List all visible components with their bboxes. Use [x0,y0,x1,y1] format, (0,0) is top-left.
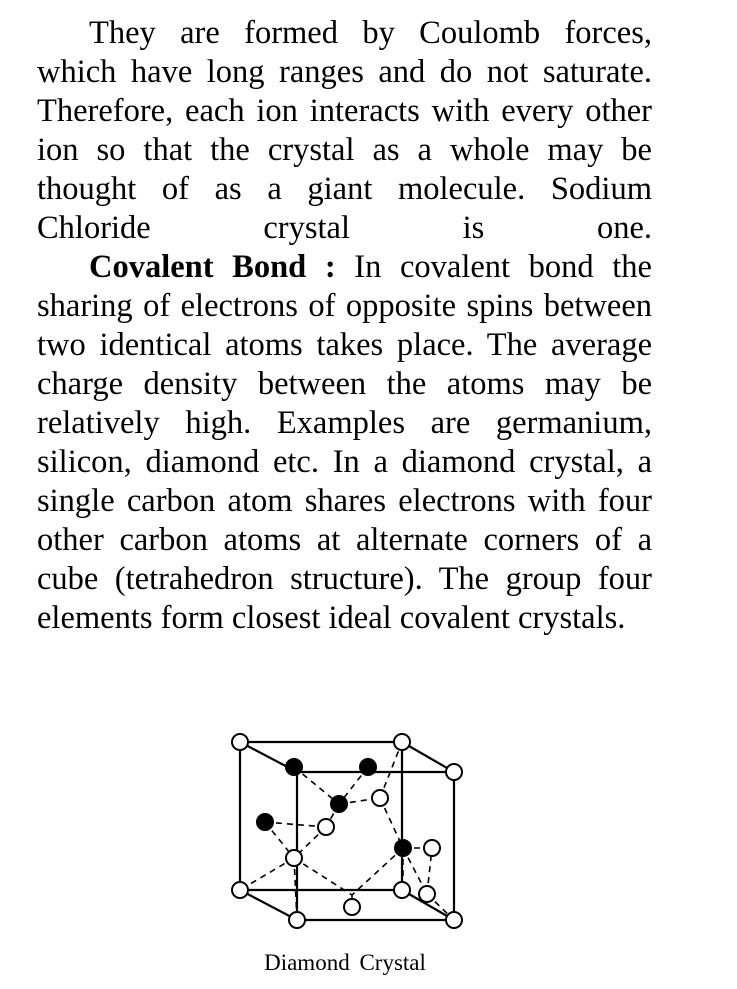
atom-open [318,819,334,835]
atom-filled [286,759,302,775]
atom-open [394,734,410,750]
atom-open [372,790,388,806]
diamond-crystal-diagram [222,720,472,935]
atom-open [232,882,248,898]
atom-open [289,912,305,928]
atom-open [424,840,440,856]
atom-open [232,734,248,750]
atom-open [446,912,462,928]
paragraph-ionic-bond [37,14,652,248]
atom-filled [360,759,376,775]
atom-open [286,850,302,866]
paragraph-ionic-text: They are formed by Coulomb forces, which have long ranges and do not saturate. Therefore, each ion interacts with every other ion so that the crystal as a whole may be thought of as a giant molecule. Sodium Chloride crystal is one. [37,15,652,246]
atom-filled [395,840,411,856]
atom-open [344,899,360,915]
paragraph-covalent-bond [37,248,652,638]
atom-open [394,882,410,898]
atom-filled [257,814,273,830]
atom-open [419,886,435,902]
covalent-bond-heading: Covalent Bond : [89,249,336,285]
document-body [37,14,652,638]
atom-open [446,764,462,780]
atom-filled [331,796,347,812]
figure-caption: Diamond Crystal [264,950,426,975]
atoms [232,734,462,928]
paragraph-covalent-text: In covalent bond the sharing of electrons of opposite spins between two identical atoms takes place. The average charge density between the atoms may be relatively high. Examples are germanium, silicon, diamond etc. In a diamond crystal, a single carbon atom shares electrons with four other carbon atoms at alternate corners of a cube (tetrahedron structure). The group four elements form closest ideal covalent crystals. [37,249,652,636]
